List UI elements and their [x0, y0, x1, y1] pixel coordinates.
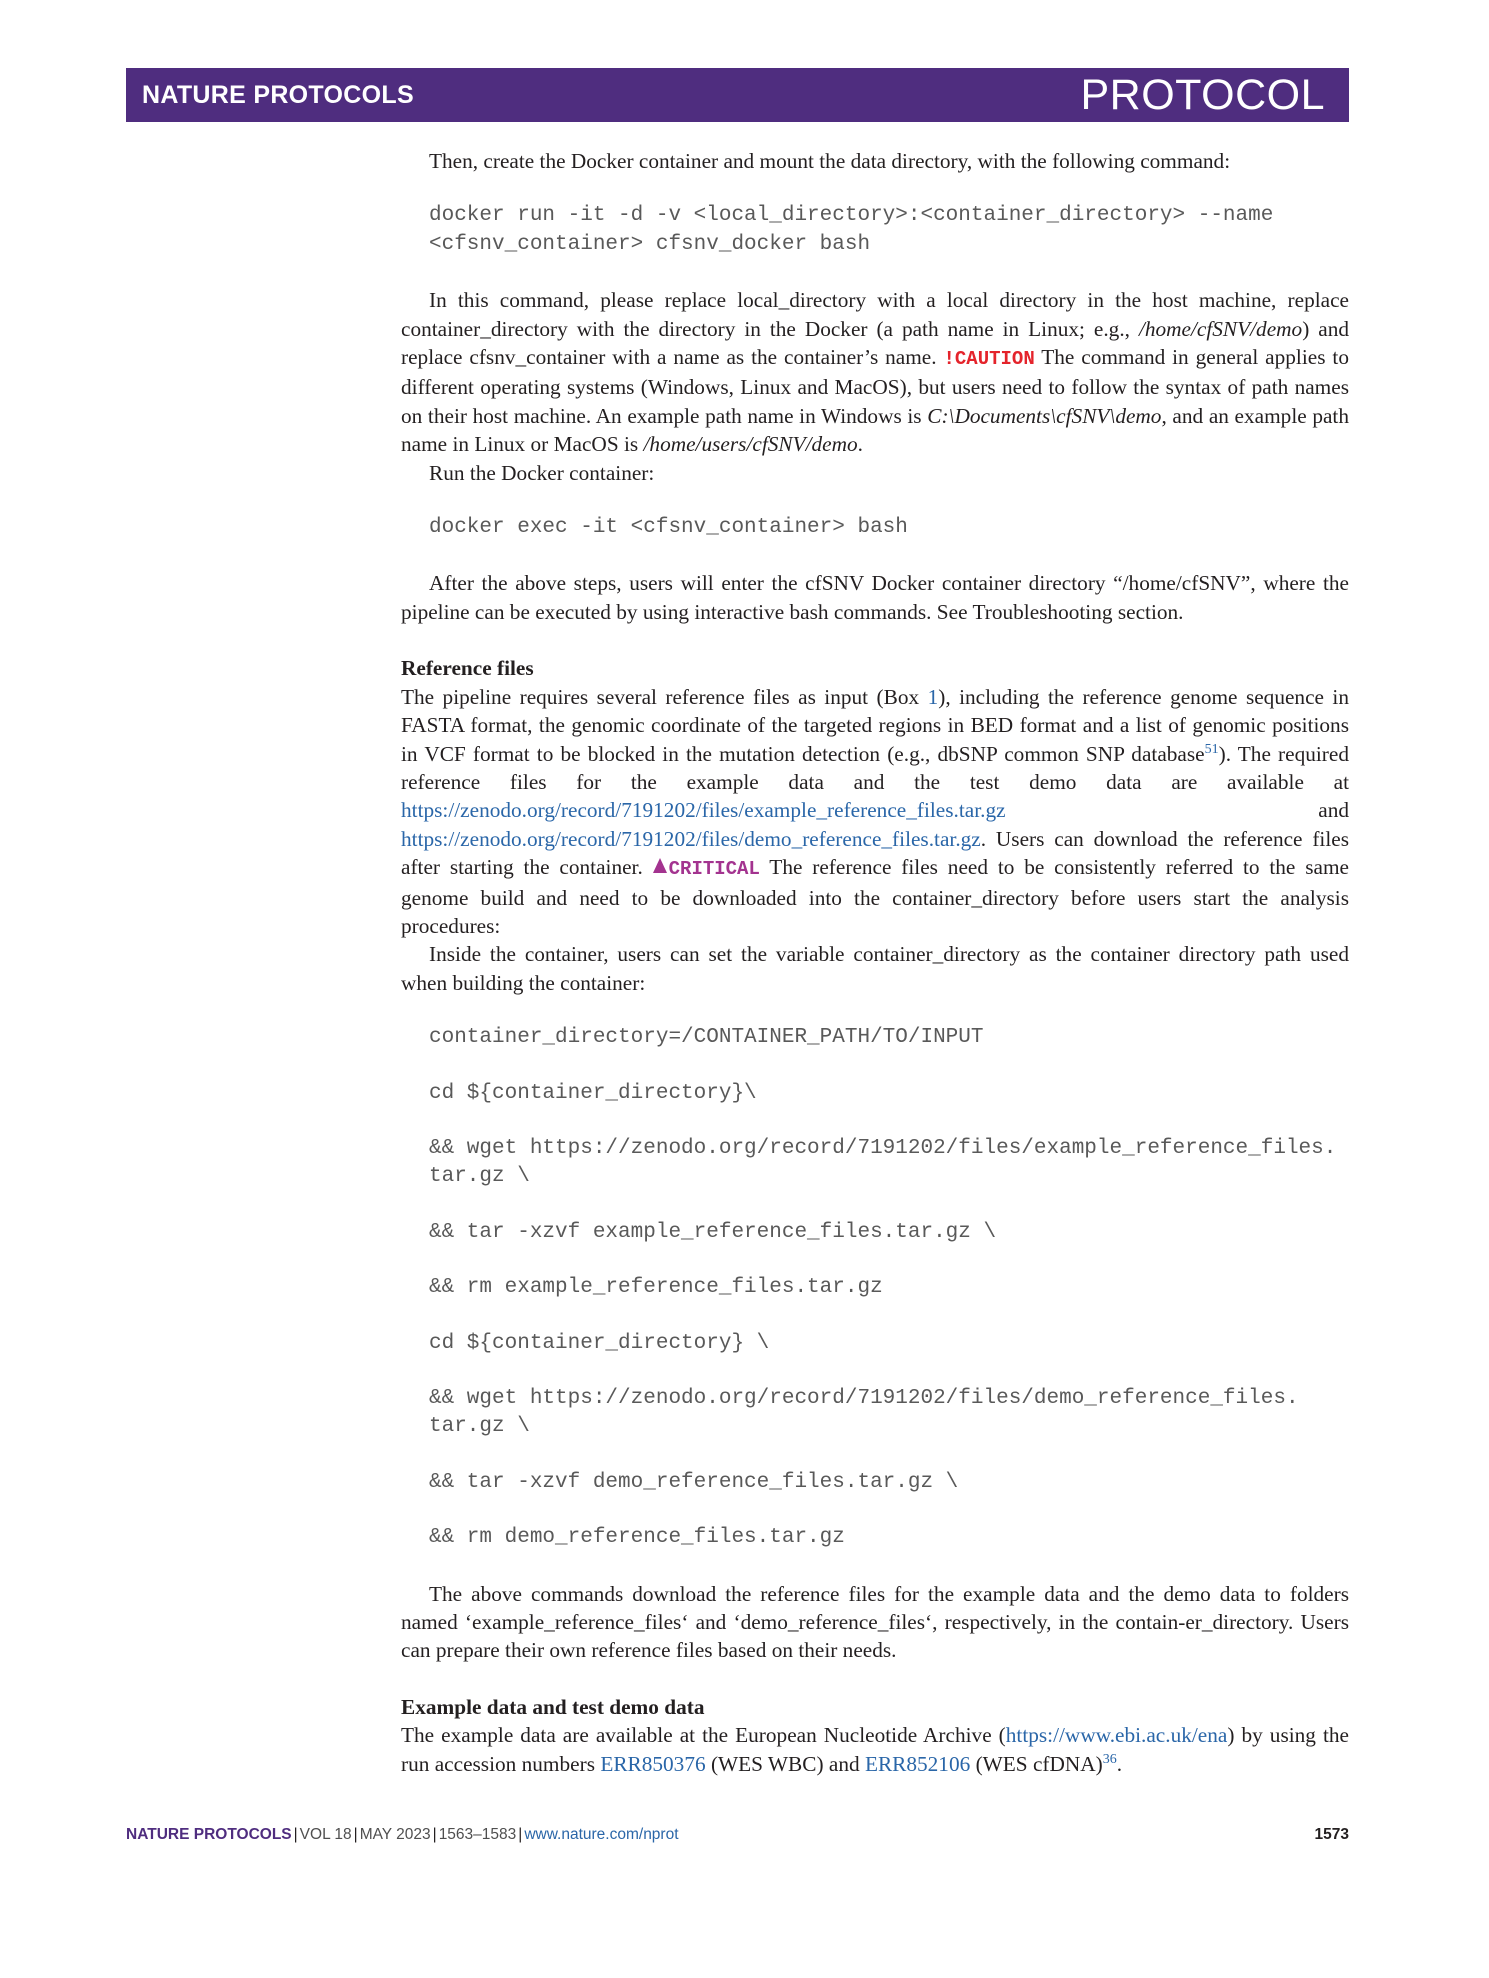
- demo-reference-link[interactable]: https://zenodo.org/record/7191202/files/demo_reference_files.tar.gz: [401, 826, 981, 851]
- footer-pages: 1563–1583: [438, 1826, 517, 1843]
- code-line: && tar -xzvf demo_reference_files.tar.gz \: [429, 1470, 959, 1494]
- journal-name: NATURE PROTOCOLS: [142, 81, 414, 109]
- paragraph: After the above steps, users will enter the cfSNV Docker container directory “/home/cfSNV”, where the pipeline can be executed by using interactive bash commands. See Troubleshooting section.: [401, 571, 1349, 624]
- code-line: cd ${container_directory} \: [429, 1331, 770, 1355]
- paragraph: Run the Docker container:: [429, 460, 655, 485]
- code-line: && wget https://zenodo.org/record/7191202/files/example_reference_files. tar.gz \: [429, 1136, 1337, 1189]
- example-reference-link[interactable]: https://zenodo.org/record/7191202/files/example_reference_files.tar.gz: [401, 798, 1006, 823]
- caution-flag: !CAUTION: [943, 348, 1035, 371]
- code-line: && tar -xzvf example_reference_files.tar.gz \: [429, 1220, 997, 1244]
- path-macos: /home/users/cfSNV/demo: [643, 432, 858, 457]
- ena-link[interactable]: https://www.ebi.ac.uk/ena: [1005, 1723, 1228, 1748]
- paragraph: The above commands download the reference files for the example data and the demo data to folders named ‘example_reference_files‘ and ‘demo_reference_files‘, respectively, in the contain-er_directory. Users can prepare their own reference files based on their needs.: [401, 1581, 1349, 1663]
- critical-flag: CRITICAL: [668, 858, 760, 881]
- footer-citation: NATURE PROTOCOLS | VOL 18 | MAY 2023 | 1563–1583 | www.nature.com/nprot: [126, 1826, 679, 1843]
- code-block: docker exec -it <cfsnv_container> bash: [429, 516, 908, 540]
- paragraph: Inside the container, users can set the variable container_directory as the container directory path used when building the container:: [401, 942, 1349, 995]
- footer-volume: VOL 18: [299, 1826, 352, 1843]
- footer-url-link[interactable]: www.nature.com/nprot: [524, 1826, 679, 1843]
- paragraph: The pipeline requires several reference files as input (Box 1), including the reference genome sequence in FASTA format, the genomic coordinate of the targeted regions in BED format and a list of genomic positions in VCF format to be blocked in the mutation detection (e.g., dbSNP common SNP database$^{51}$). The required reference files for the example data and the test demo data are available at https://zenodo.org/record/7191202/files/example_reference_files.tar.gz and https://zenodo.org/record/7191202/files/demo_reference_files.tar.gz. Users can download the reference files after starting the container. CRITICAL The reference files need to be consistently referred to the same genome build and need to be downloaded into the container_directory before users start the analysis procedures:: [401, 684, 1349, 938]
- footer-journal: NATURE PROTOCOLS: [126, 1826, 292, 1843]
- code-line: cd ${container_directory}\: [429, 1081, 757, 1105]
- box-link[interactable]: 1: [927, 684, 939, 709]
- article-type: PROTOCOL: [1080, 71, 1325, 119]
- code-line: && rm demo_reference_files.tar.gz: [429, 1526, 845, 1550]
- accession-link[interactable]: ERR850376: [600, 1751, 706, 1776]
- code-line: && wget https://zenodo.org/record/7191202/files/demo_reference_files. tar.gz \: [429, 1387, 1299, 1439]
- footer-date: MAY 2023: [359, 1826, 431, 1843]
- code-line: && rm example_reference_files.tar.gz: [429, 1276, 883, 1300]
- page-number: 1573: [1314, 1826, 1349, 1843]
- code-block: docker run -it -d -v <local_directory>:<container_directory> --name <cfsnv_container> cfsnv_docker bash: [429, 204, 1274, 256]
- code-line: container_directory=/CONTAINER_PATH/TO/INPUT: [429, 1026, 984, 1050]
- path-windows: C:\Documents\cfSNV\demo: [927, 403, 1162, 428]
- page-header: [126, 68, 1349, 122]
- citation-link[interactable]: 51: [1204, 741, 1219, 757]
- critical-triangle-icon: [653, 858, 667, 873]
- path-linux: /home/cfSNV/demo: [1138, 316, 1303, 341]
- section-heading: Example data and test demo data: [401, 1694, 705, 1719]
- citation-link[interactable]: 36: [1102, 1751, 1117, 1767]
- article-body: [401, 147, 1349, 1778]
- paragraph: In this command, please replace local_directory with a local directory in the host machine, replace container_directory with the directory in the Docker (a path name in Linux; e.g., /home/cfSNV/demo) and replace cfsnv_container with a name as the container’s name. !CAUTION The command in general applies to different operating systems (Windows, Linux and MacOS), but users need to follow the syntax of path names on their host machine. An example path name in Windows is C:\Documents\cfSNV\demo, and an example path name in Linux or MacOS is /home/users/cfSNV/demo.: [401, 288, 1349, 457]
- section-heading: Reference files: [401, 656, 534, 681]
- accession-link[interactable]: ERR852106: [864, 1751, 971, 1776]
- paragraph: Then, create the Docker container and mount the data directory, with the following command:: [429, 149, 1231, 173]
- paragraph: The example data are available at the European Nucleotide Archive (https://www.ebi.ac.uk/ena) by using the run accession numbers ERR850376 (WES WBC) and ERR852106 (WES cfDNA)$^{36}$.: [401, 1723, 1349, 1776]
